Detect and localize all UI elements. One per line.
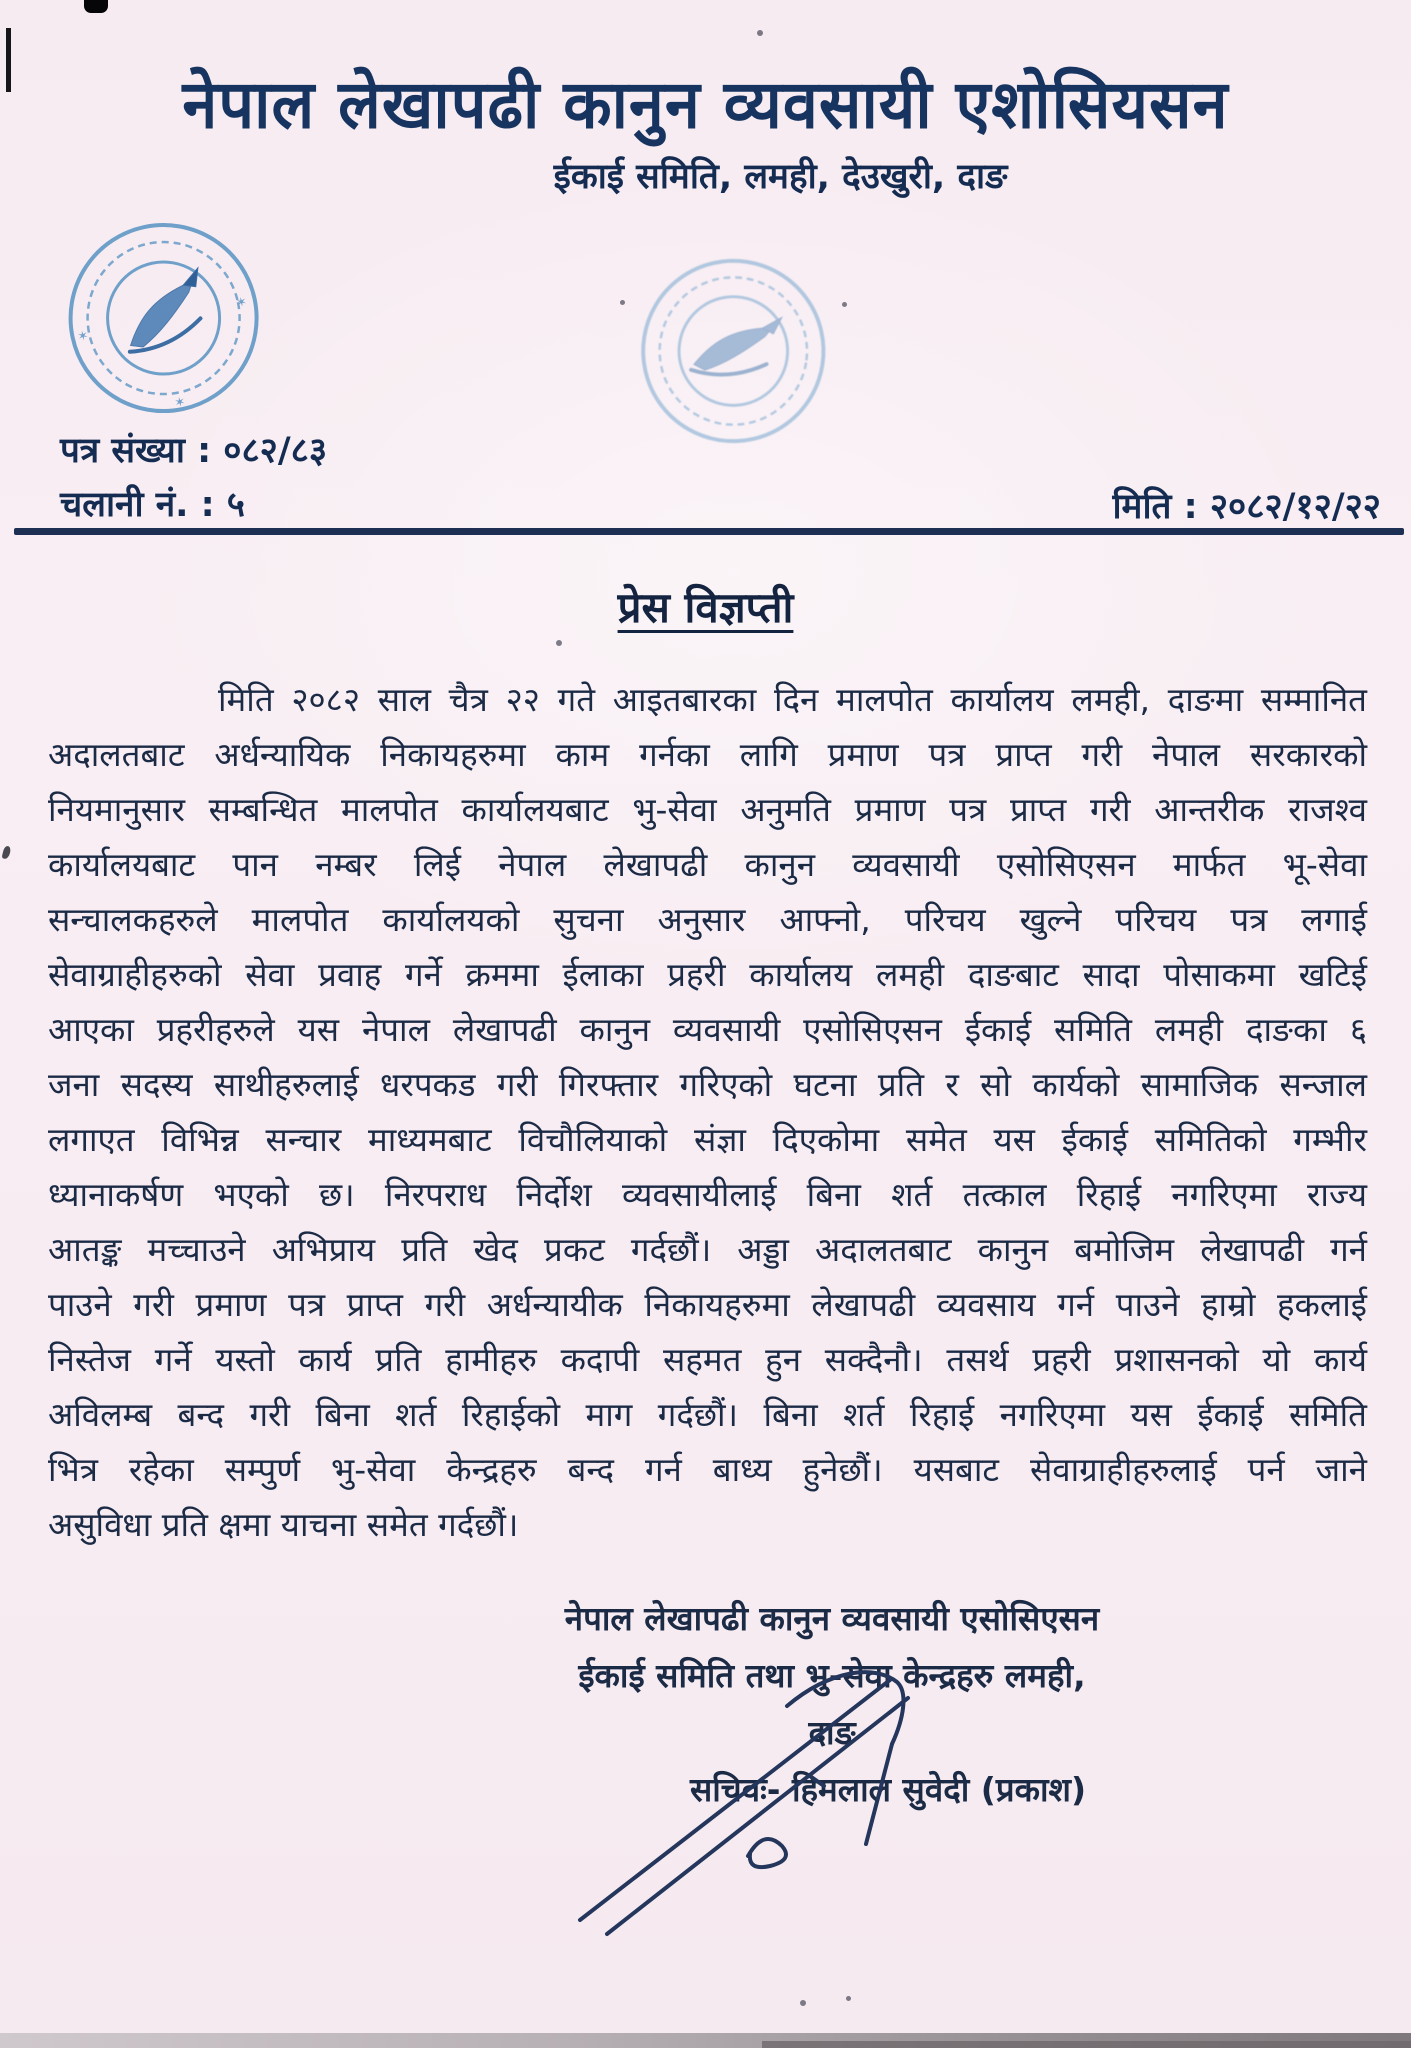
letter-date: मिति : २०८२/१२/२२	[1112, 487, 1381, 527]
letterhead-unit-line: ईकाई समिति, लमही, देउखुरी, दाङ	[553, 157, 1008, 197]
body-line: लगाएत विभिन्न सन्चार माध्यमबाट विचौलियाको संज्ञा दिएकोमा समेत यस ईकाई समितिको गम्भीर	[48, 1120, 1367, 1159]
association-seal-stamp-icon	[624, 242, 842, 463]
body-line: अविलम्ब बन्द गरी बिना शर्त रिहाईको माग गर्दछौं। बिना शर्त रिहाई नगरिएमा यस ईकाई समिति	[48, 1395, 1367, 1434]
scan-bottom-edge-shadow	[762, 2041, 1411, 2048]
handwritten-signature-icon	[552, 1648, 952, 1942]
signatory-name: सचिवः- हिमलाल सुवेदी (प्रकाश)	[689, 1770, 1087, 1809]
scan-speck	[842, 302, 847, 307]
header-divider	[14, 528, 1404, 535]
body-line: अदालतबाट अर्धन्यायिक निकायहरुमा काम गर्नका लागि प्रमाण पत्र प्राप्त गरी नेपाल सरकारको	[48, 735, 1367, 774]
scan-speck	[846, 1996, 851, 2001]
body-line: भित्र रहेका सम्पुर्ण भु-सेवा केन्द्रहरु बन्द गर्न बाध्य हुनेछौं। यसबाट सेवाग्राहीहरुलाई पर्न जाने	[48, 1450, 1367, 1489]
svg-text:✶: ✶	[173, 394, 187, 412]
body-line: नियमानुसार सम्बन्धित मालपोत कार्यालयबाट भु-सेवा अनुमति प्रमाण पत्र प्राप्त गरी आन्तरीक राजश्व	[48, 790, 1367, 829]
letterhead-organization: नेपाल लेखापढी कानुन व्यवसायी एशोसियसन	[182, 65, 1229, 144]
scan-speck	[800, 2000, 806, 2006]
body-line: निस्तेज गर्ने यस्तो कार्य प्रति हामीहरु कदापी सहमत हुन सक्दैनौ। तसर्थ प्रहरी प्रशासनको यो कार्य	[48, 1340, 1367, 1379]
body-line: सेवाग्राहीहरुको सेवा प्रवाह गर्ने क्रममा ईलाका प्रहरी कार्यालय लमही दाङबाट सादा पोसाकमा खटिई	[48, 955, 1367, 994]
svg-text:✶: ✶	[76, 328, 91, 346]
scan-speck	[556, 640, 562, 646]
body-line: असुविधा प्रति क्षमा याचना समेत गर्दछौं।	[48, 1505, 519, 1544]
body-line: जना सदस्य साथीहरुलाई धरपकड गरी गिरफ्तार गरिएको घटना प्रति र सो कार्यको सामाजिक सन्जाल	[48, 1065, 1367, 1104]
body-line: मिति २०८२ साल चैत्र २२ गते आइतबारका दिन मालपोत कार्यालय लमही, दाङमा सम्मानित	[218, 680, 1367, 719]
dispatch-number: चलानी नं. : ५	[60, 485, 245, 525]
scan-speck	[2, 845, 12, 859]
signatory-organization: नेपाल लेखापढी कानुन व्यवसायी एसोसिएसन	[564, 1599, 1100, 1638]
association-seal-icon	[47, 202, 280, 438]
body-line: आएका प्रहरीहरुले यस नेपाल लेखापढी कानुन व्यवसायी एसोसिएसन ईकाई समिति लमही दाङका ६	[48, 1010, 1367, 1049]
body-line: ध्यानाकर्षण भएको छ। निरपराध निर्दोश व्यवसायीलाई बिना शर्त तत्काल रिहाई नगरिएमा राज्य	[48, 1175, 1367, 1214]
body-line: सन्चालकहरुले मालपोत कार्यालयको सुचना अनुसार आफ्नो, परिचय खुल्ने परिचय पत्र लगाई	[48, 900, 1367, 939]
press-release-body	[48, 672, 1367, 1552]
scan-speck	[757, 30, 763, 36]
body-line: आतङ्क मच्चाउने अभिप्राय प्रति खेद प्रकट गर्दछौं। अड्डा अदालतबाट कानुन बमोजिम लेखापढी गर्न	[48, 1230, 1367, 1269]
scan-speck	[620, 300, 625, 305]
body-line: पाउने गरी प्रमाण पत्र प्राप्त गरी अर्धन्यायीक निकायहरुमा लेखापढी व्यवसाय गर्न पाउने हाम्रो हकलाई	[48, 1285, 1367, 1324]
letter-number: पत्र संख्या : ०८२/८३	[60, 431, 328, 471]
signatory-unit: ईकाई समिति तथा भु-सेवा केन्द्रहरु लमही, दाङ	[578, 1656, 1086, 1752]
body-line: कार्यालयबाट पान नम्बर लिई नेपाल लेखापढी कानुन व्यवसायी एसोसिएसन मार्फत भू-सेवा	[48, 845, 1367, 884]
svg-text:✶: ✶	[234, 294, 249, 312]
press-release-heading: प्रेस विज्ञप्ती	[617, 583, 794, 632]
scan-blob	[84, 0, 108, 13]
